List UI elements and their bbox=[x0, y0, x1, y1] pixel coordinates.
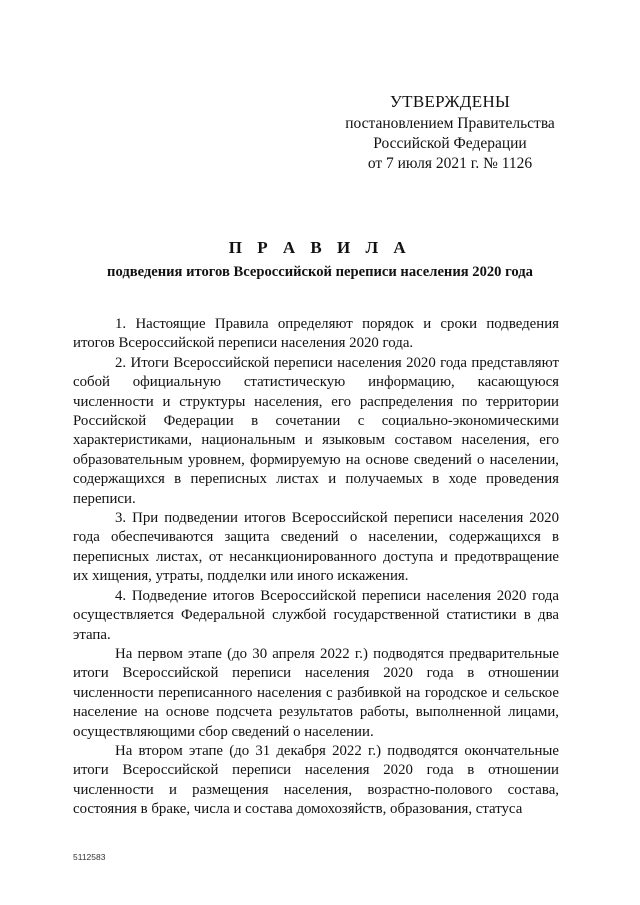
document-subtitle: подведения итогов Всероссийской переписи населения 2020 года bbox=[107, 264, 533, 280]
document-title: П Р А В И Л А bbox=[228, 238, 412, 257]
paragraph-1: 1. Настоящие Правила определяют порядок и сроки подведения итогов Всероссийской переписи населения 2020 года. bbox=[73, 316, 559, 352]
approval-line-1: постановлением Правительства bbox=[345, 115, 555, 132]
approval-line-2: Российской Федерации bbox=[373, 135, 527, 152]
paragraph-4: 4. Подведение итогов Всероссийской переписи населения 2020 года осуществляется Федеральной службой государственной статистики в два этапа. bbox=[73, 587, 559, 643]
paragraph-stage-1: На первом этапе (до 30 апреля 2022 г.) подводятся предварительные итоги Всероссийской переписи населения 2020 года в отношении численности переписанного населения с разбивкой на городское и сельское население на основе подсчета результатов работы, выполненной лицами, осуществляющими сбор сведений о населении. bbox=[73, 645, 559, 740]
approval-stamp bbox=[330, 92, 570, 174]
paragraph-2: 2. Итоги Всероссийской переписи населения 2020 года представляют собой официальную статистическую информацию, касающуюся численности и структуры населения, его распределения по территории Российской Федерации в сочетании с социально-экономическими характеристиками, национальным и языковым составом населения, его образовательным уровнем, формируемую на основе сведений о населении, содержащихся в переписных листах и получаемых в ходе проведения переписи. bbox=[73, 354, 559, 507]
footer-document-code: 5112583 bbox=[73, 852, 106, 862]
paragraph-3: 3. При подведении итогов Всероссийской переписи населения 2020 года обеспечиваются защита сведений о населении, содержащихся в переписных листах, от несанкционированного доступа и предотвращение их хищения, утраты, подделки или иного искажения. bbox=[73, 510, 559, 585]
document-body bbox=[73, 315, 559, 820]
approval-line-3: от 7 июля 2021 г. № 1126 bbox=[367, 155, 533, 172]
approval-heading: УТВЕРЖДЕНЫ bbox=[389, 92, 511, 111]
paragraph-stage-2: На втором этапе (до 31 декабря 2022 г.) подводятся окончательные итоги Всероссийской переписи населения 2020 года в отношении численности и размещения населения, возрастно-полового состава, состояния в браке, числа и состава домохозяйств, образования, статуса bbox=[73, 742, 559, 818]
